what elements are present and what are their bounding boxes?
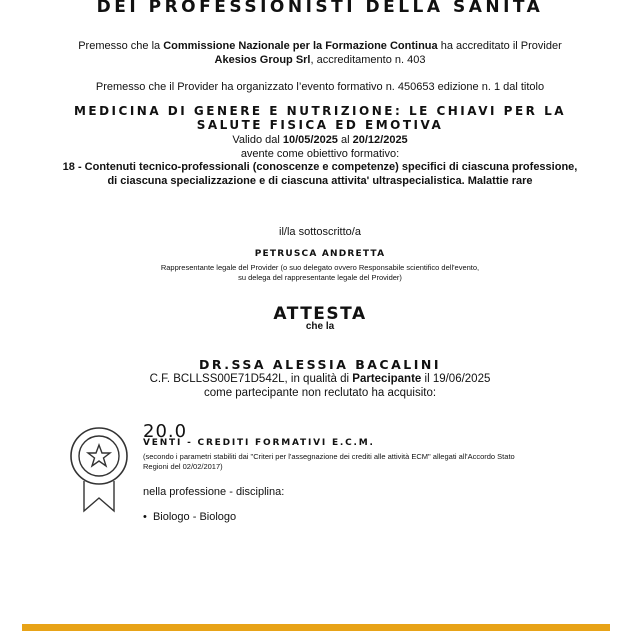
attesta-heading: ATTESTA xyxy=(273,304,367,324)
discipline-item: • Biologo - Biologo xyxy=(143,511,237,523)
signer-role: Rappresentante legale del Provider (o suo delegato ovvero Responsabile scientifico dell'evento, su delega del rappresentante legale del Provider) xyxy=(160,263,480,282)
event-title: MEDICINA DI GENERE E NUTRIZIONE: LE CHIAVI PER LA SALUTE FISICA ED EMOTIVA xyxy=(73,104,567,132)
attesta-sub: che la xyxy=(305,321,335,332)
premise-commission: Premesso che la Commissione Nazionale per la Formazione Continua ha accreditato il Provider Akesios Group Srl, accreditamento n. 403 xyxy=(78,40,562,66)
footer-accent-bar xyxy=(22,624,610,631)
credits-note: (secondo i parametri stabiliti dai "Criteri per l'assegnazione dei crediti alle attività ECM" allegati all'Accordo Stato Regioni del 02/02/2017) xyxy=(143,452,515,471)
signer-intro: il/la sottoscritto/a xyxy=(279,226,361,238)
objective-text: 18 - Contenuti tecnico-professionali (conoscenze e competenze) specifici di ciascuna professione, di ciascuna specializzazione e di ciascuna attivita' ultraspecialistica. Malattie rare xyxy=(62,161,578,187)
objective-label: avente come obiettivo formativo: xyxy=(240,148,400,160)
credits-value: 20.0 xyxy=(143,421,188,442)
credits-label: VENTI - CREDITI FORMATIVI E.C.M. xyxy=(143,438,375,448)
profession-label: nella professione - disciplina: xyxy=(143,486,285,498)
bullet-icon: • xyxy=(143,511,153,523)
signer-name: PETRUSCA ANDRETTA xyxy=(254,249,386,259)
participant-name: DR.SSA ALESSIA BACALINI xyxy=(198,357,442,372)
validity: Valido dal 10/05/2025 al 20/12/2025 xyxy=(232,134,408,146)
participant-details: C.F. BCLLSS00E71D542L, in qualità di Partecipante il 19/06/2025 come partecipante non reclutato ha acquisito: xyxy=(149,373,491,399)
certificate-title: DEI PROFESSIONISTI DELLA SANITA xyxy=(96,0,544,17)
premise-event: Premesso che il Provider ha organizzato l’evento formativo n. 450653 edizione n. 1 dal titolo xyxy=(95,81,545,93)
award-ribbon-icon xyxy=(68,426,130,514)
